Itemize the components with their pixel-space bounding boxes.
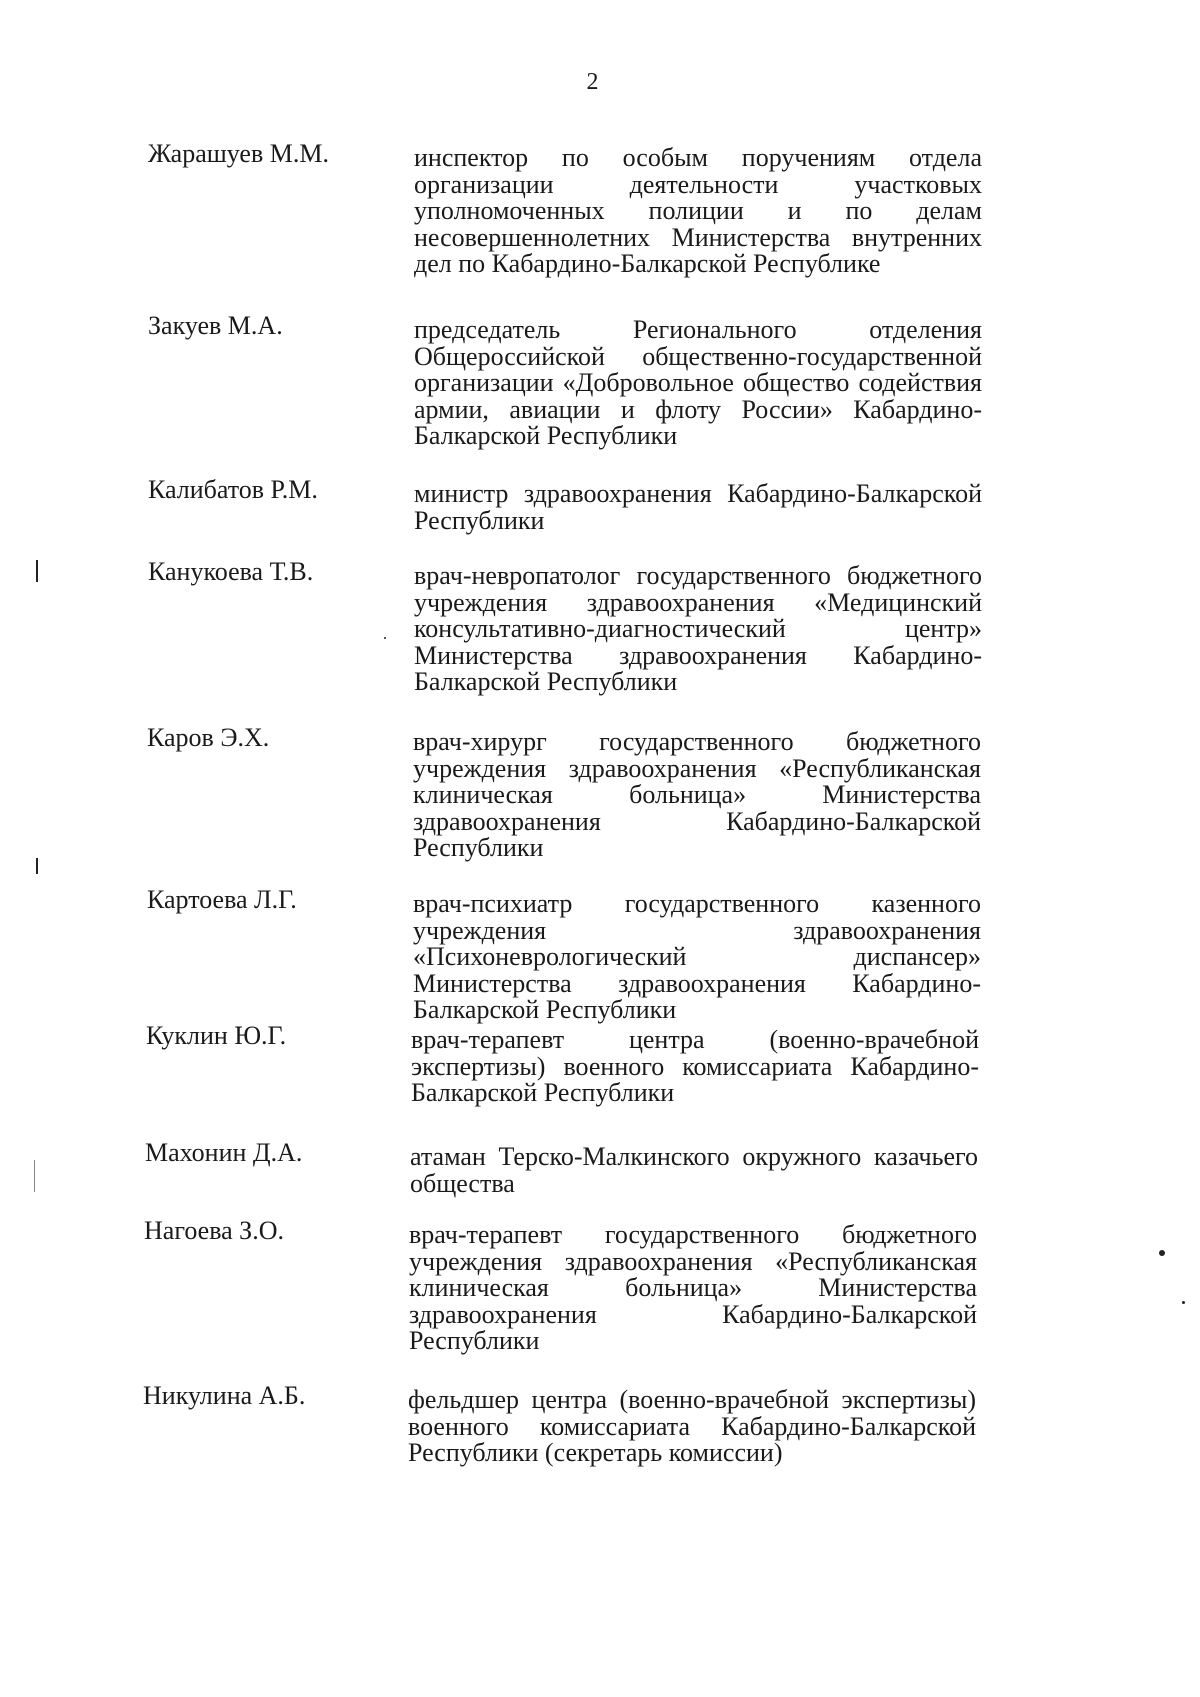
member-role: фельдшер центра (военно-врачебной экспертизы) военного комиссариата Кабардино-Балкарской Республики (секретарь комиссии): [408, 1385, 976, 1467]
member-role: председатель Регионального отделения Общероссийской общественно-государственной организации «Добровольное общество содействия армии, авиации и флоту России» Кабардино-Балкарской Республики: [414, 315, 982, 450]
scan-speck: [1159, 1250, 1165, 1256]
member-role: министр здравоохранения Кабардино-Балкарской Республики: [414, 479, 982, 535]
member-name: Махонин Д.А.: [145, 1138, 303, 1167]
member-name: Куклин Ю.Г.: [146, 1021, 287, 1050]
scan-speck: [384, 637, 386, 639]
member-name: Калибатов Р.М.: [148, 475, 318, 504]
scan-margin-mark: [36, 858, 38, 874]
member-name: Канукоева Т.В.: [148, 557, 314, 586]
member-role: врач-хирург государственного бюджетного учреждения здравоохранения «Республиканская клиническая больница» Министерства здравоохранения Кабардино-Балкарской Республики: [413, 727, 981, 862]
member-role: врач-невропатолог государственного бюджетного учреждения здравоохранения «Медицинский консультативно-диагностический центр» Министерства здравоохранения Кабардино-Балкарской Республики: [414, 561, 982, 696]
member-role: врач-психиатр государственного казенного учреждения здравоохранения «Психоневрологический диспансер» Министерства здравоохранения Кабардино-Балкарской Республики: [413, 889, 981, 1024]
scan-margin-mark: [34, 1160, 35, 1192]
scan-margin-mark: [36, 560, 38, 582]
page-number: 2: [586, 69, 599, 95]
member-role: врач-терапевт центра (военно-врачебной экспертизы) военного комиссариата Кабардино-Балкарской Республики: [411, 1025, 979, 1107]
member-role: врач-терапевт государственного бюджетного учреждения здравоохранения «Республиканская клиническая больница» Министерства здравоохранения Кабардино-Балкарской Республики: [409, 1220, 977, 1355]
member-name: Картоева Л.Г.: [147, 885, 297, 914]
member-name: Закуев М.А.: [148, 311, 283, 340]
member-name: Жарашуев М.М.: [148, 139, 329, 168]
scan-speck: [1182, 1301, 1185, 1304]
member-name: Нагоева З.О.: [144, 1216, 284, 1245]
member-name: Никулина А.Б.: [143, 1381, 306, 1410]
member-role: инспектор по особым поручениям отдела организации деятельности участковых уполномоченных полиции и по делам несовершеннолетних Министерства внутренних дел по Кабардино-Балкарской Республике: [414, 143, 982, 278]
member-role: атаман Терско-Малкинского окружного казачьего общества: [410, 1142, 978, 1198]
member-name: Каров Э.Х.: [147, 723, 270, 752]
